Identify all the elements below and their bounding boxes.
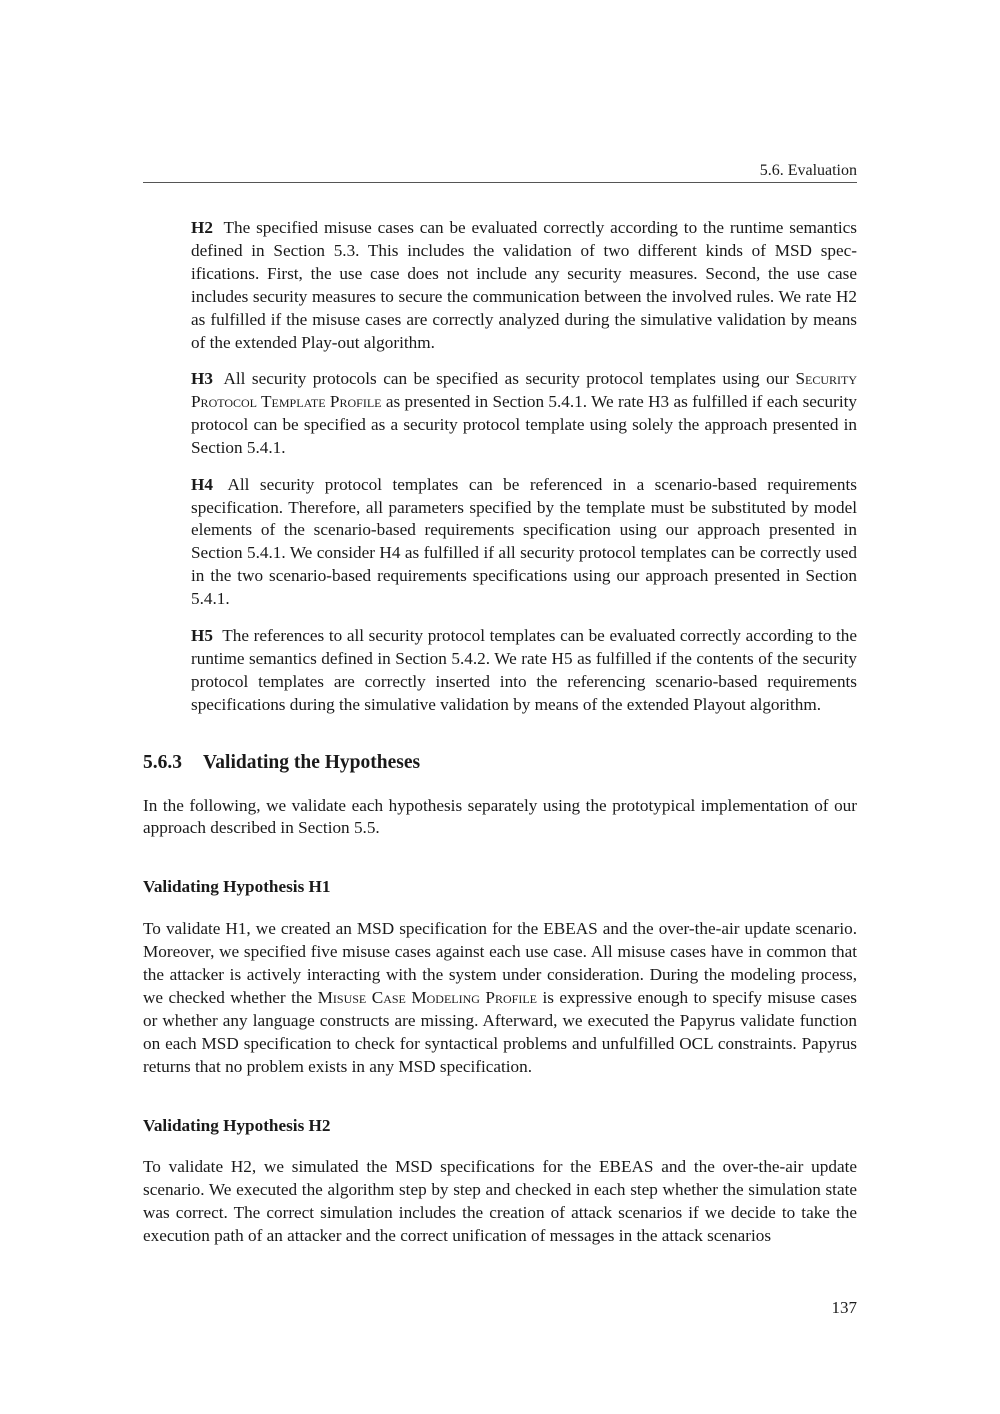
page-number: 137 bbox=[831, 1298, 857, 1317]
paragraph-text: is expressive enough to specify misuse cases or whether any language constructs are missing. Afterward, we executed the Papyrus validate function on each MSD specification to check for syntactical problems and unfulfilled OCL constraints. Papyrus returns that no problem exists in any MSD specification. bbox=[143, 987, 857, 1076]
document-page bbox=[143, 0, 857, 1414]
subsection-paragraph-h1 bbox=[143, 918, 857, 1078]
hypothesis-text: All security protocols can be specified as security protocol templates using our bbox=[223, 369, 796, 389]
running-head: 5.6. Evaluation bbox=[759, 162, 857, 179]
subsection-heading-h2: Validating Hypothesis H2 bbox=[143, 1115, 331, 1135]
hypothesis-label: H2 bbox=[191, 218, 213, 237]
hypothesis-h4 bbox=[191, 474, 857, 611]
page-body bbox=[143, 217, 857, 1248]
hypothesis-label: H4 bbox=[191, 474, 213, 494]
header-rule bbox=[143, 182, 857, 183]
subsection-heading-h1: Validating Hypothesis H1 bbox=[143, 877, 331, 897]
hypothesis-h5 bbox=[191, 625, 857, 717]
section-number: 5.6.3 bbox=[143, 751, 182, 773]
profile-name: Security Protocol Template Profile bbox=[191, 369, 857, 412]
section-heading bbox=[143, 750, 857, 776]
hypothesis-h2 bbox=[191, 217, 857, 354]
hypothesis-text: All security protocol templates can be referenced in a scenario-based requirements specification. Therefore, all parameters specified by the template must be substituted by model elements of the scenario-based requirements specification using our approach presented in Section 5.4.1. We consider H4 as fulfilled if all security protocol templates can be correctly used in the two scenario-based requirements specifications using our approach presented in Section 5.4.1. bbox=[191, 474, 857, 609]
profile-name: Misuse Case Modeling Profile bbox=[317, 987, 537, 1007]
hypothesis-label: H5 bbox=[191, 625, 213, 645]
hypothesis-text: as presented in Section 5.4.1. We rate H3 as fulfilled if each security protocol can be specified as a security protocol template using solely the approach presented in Section 5.4.1. bbox=[191, 392, 857, 457]
section-intro: In the following, we validate each hypothesis separately using the prototypical implementation of our approach described in Section 5.5. bbox=[143, 795, 857, 838]
hypothesis-label: H3 bbox=[191, 369, 213, 389]
hypothesis-text: The references to all security protocol templates can be evaluated correctly according to the runtime semantics defined in Section 5.4.2. We rate H5 as fulfilled if the contents of the security protocol templates are correctly inserted into the referencing scenario-based requirements specifications during the simulative validation by means of the extended Playout algorithm. bbox=[191, 625, 857, 714]
hypothesis-text: The specified misuse cases can be evaluated correctly according to the runtime semantics defined in Section 5.3. This includes the validation of two different kinds of MSD specifications. First, the use case does not include any security measures. Second, the use case includes security measures to secure the communication between the involved rules. We rate H2 as fulfilled if the misuse cases are correctly analyzed during the simulative validation by means of the extended Play-out algorithm. bbox=[191, 218, 857, 352]
section-title: Validating the Hypotheses bbox=[203, 751, 421, 773]
subsection-paragraph-h2: To validate H2, we simulated the MSD specifications for the EBEAS and the over-the-air update scenario. We executed the algorithm step by step and checked in each step whether the simulation state was correct. The correct simulation includes the creation of attack scenarios if we decide to take the execution path of an attacker and the correct unification of messages in the attack scenarios bbox=[143, 1157, 857, 1246]
hypothesis-h3 bbox=[191, 368, 857, 460]
paragraph-text: To validate H1, we created an MSD specification for the EBEAS and the over-the-air update scenario. Moreover, we specified five misuse cases against each use case. All misuse cases have in common that the attacker is actively interacting with the system under consideration. During the modeling process, we checked whether the bbox=[143, 919, 857, 1007]
